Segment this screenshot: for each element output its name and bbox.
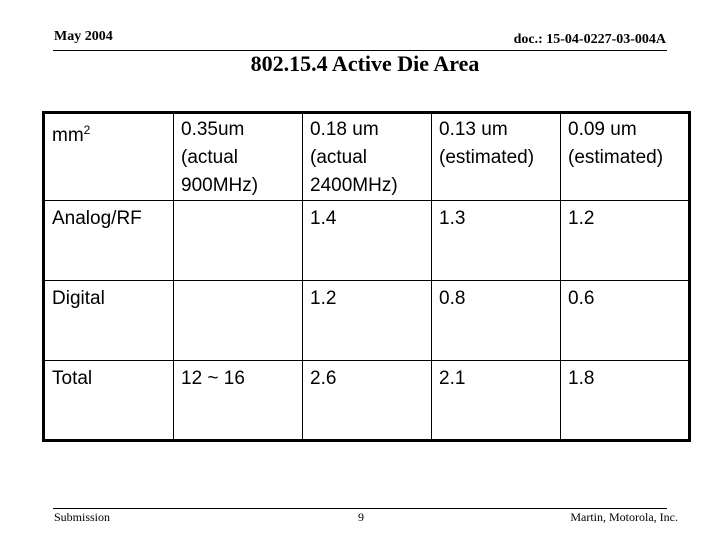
unit-header-cell (44, 113, 174, 201)
column-header-009um (561, 113, 690, 201)
table-cell: 1.2 (561, 201, 690, 281)
table-cell (174, 201, 303, 281)
column-header-line: (estimated) (439, 147, 535, 168)
column-header-035um (174, 113, 303, 201)
header-date: May 2004 (54, 29, 113, 44)
column-header-line: 2400MHz) (310, 175, 398, 196)
table-cell: 1.4 (303, 201, 432, 281)
table-cell: 2.6 (303, 361, 432, 441)
column-header-line: 0.18 um (310, 119, 379, 140)
unit-superscript: 2 (83, 123, 91, 137)
column-header-line: (actual (310, 147, 368, 168)
slide-title: 802.15.4 Active Die Area (250, 51, 480, 76)
footer-submission: Submission (54, 510, 111, 524)
table-cell: 1.2 (303, 281, 432, 361)
column-header-line: 0.13 um (439, 119, 508, 140)
column-header-line: 900MHz) (181, 175, 259, 196)
header-doc-id: doc.: 15-04-0227-03-004A (513, 32, 666, 47)
table-cell: 12 ~ 16 (174, 361, 303, 441)
column-header-013um (432, 113, 561, 201)
row-label: Total (44, 361, 174, 441)
column-header-line: 0.35um (181, 119, 245, 140)
footer-divider (53, 508, 667, 509)
table-cell: 1.3 (432, 201, 561, 281)
page-number: 9 (358, 510, 364, 524)
table-cell: 2.1 (432, 361, 561, 441)
table-cell: 1.8 (561, 361, 690, 441)
table-row-analog-rf (44, 201, 690, 281)
table-cell: 0.8 (432, 281, 561, 361)
row-label: Digital (44, 281, 174, 361)
table-header-row (44, 113, 690, 201)
column-header-018um (303, 113, 432, 201)
table-cell: 0.6 (561, 281, 690, 361)
column-header-line: (actual (181, 147, 239, 168)
row-label: Analog/RF (44, 201, 174, 281)
column-header-line: 0.09 um (568, 119, 637, 140)
column-header-line: (estimated) (568, 147, 664, 168)
die-area-table (42, 111, 691, 442)
table-row-digital (44, 281, 690, 361)
unit-label: mm (52, 125, 84, 146)
table-cell (174, 281, 303, 361)
footer-author: Martin, Motorola, Inc. (570, 510, 678, 524)
table-row-total (44, 361, 690, 441)
